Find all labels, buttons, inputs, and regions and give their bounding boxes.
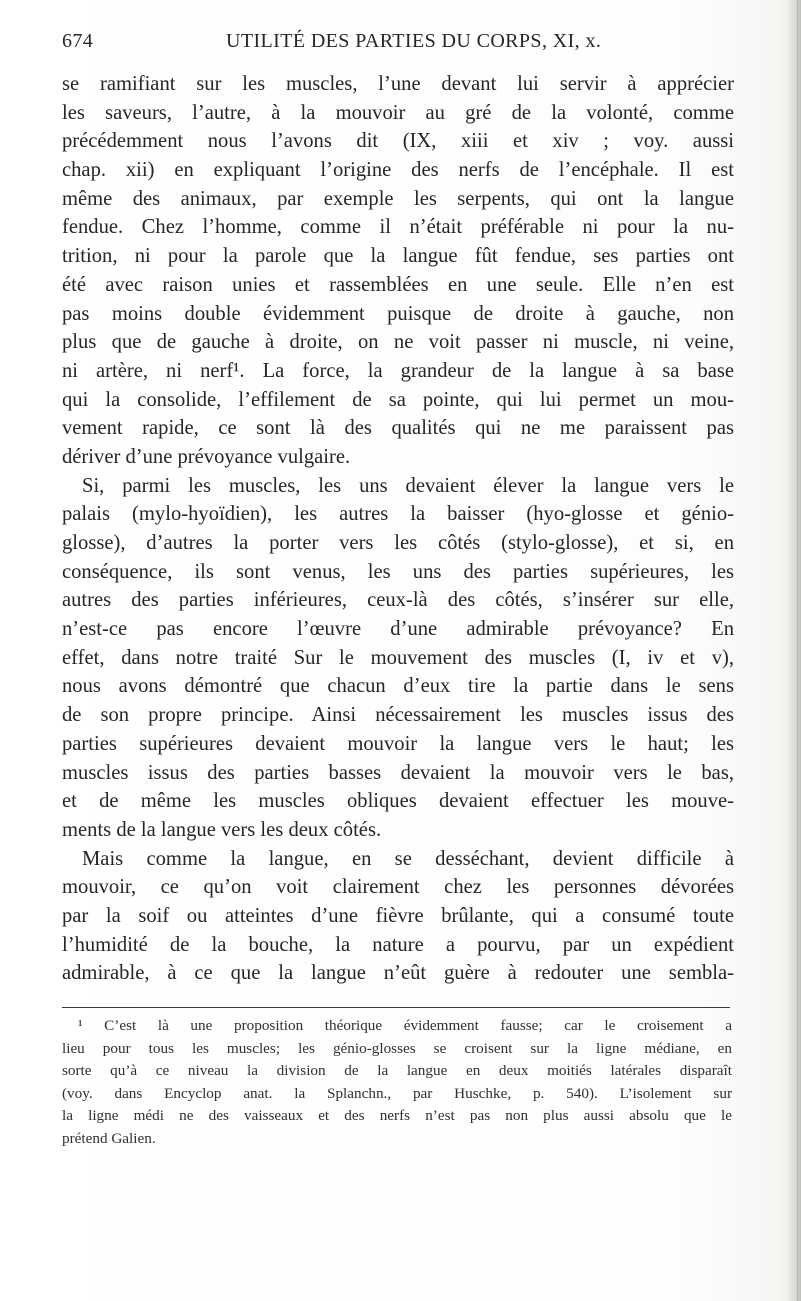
running-title: UTILITÉ DES PARTIES DU CORPS, XI, x.	[226, 30, 602, 52]
text-line: n’est-ce pas encore l’œuvre d’une admirable prévoyance? En	[62, 618, 734, 641]
footnote-separator	[62, 1007, 730, 1008]
text-line: conséquence, ils sont venus, les uns des parties supérieures, les	[62, 560, 734, 583]
text-line: nous avons démontré que chacun d’eux tire la partie dans le sens	[62, 675, 734, 698]
text-line: été avec raison unies et rassemblées en une seule. Elle n’en est	[62, 273, 734, 296]
text-line: plus que de gauche à droite, on ne voit passer ni muscle, ni veine,	[62, 331, 734, 354]
page-edge-line	[797, 0, 798, 1301]
text-line: pas moins double évidemment puisque de droite à gauche, non	[62, 302, 734, 325]
text-line: même des animaux, par exemple les serpents, qui ont la langue	[62, 187, 734, 210]
footnote-line: (voy. dans Encyclop anat. la Splanchn., par Huschke, p. 540). L’isolement sur	[62, 1084, 732, 1102]
text-line: mouvoir, ce qu’on voit clairement chez les personnes dévorées	[62, 876, 734, 899]
text-line: fendue. Chez l’homme, comme il n’était préférable ni pour la nu-	[62, 216, 734, 239]
footnote-line: sorte qu’à ce niveau la division de la langue en deux moitiés latérales disparaît	[62, 1062, 732, 1080]
text-line: Mais comme la langue, en se desséchant, devient difficile à	[82, 847, 734, 870]
main-text	[62, 70, 734, 988]
text-line: qui la consolide, l’effilement de sa pointe, qui lui permet un mou-	[62, 388, 734, 411]
text-line: et de même les muscles obliques devaient effectuer les mouve-	[62, 790, 734, 813]
text-line: Si, parmi les muscles, les uns devaient élever la langue vers le	[82, 474, 734, 497]
text-line: vement rapide, ce sont là des qualités qui ne me paraissent pas	[62, 417, 734, 440]
page-header	[62, 30, 727, 58]
footnote-line: prétend Galien.	[62, 1129, 156, 1147]
page-number: 674	[62, 30, 94, 52]
text-line: par la soif ou atteintes d’une fièvre brûlante, qui a consumé toute	[62, 904, 734, 927]
footnote	[62, 1015, 732, 1151]
text-line: ments de la langue vers les deux côtés.	[62, 818, 382, 841]
text-line: l’humidité de la bouche, la nature a pourvu, par un expédient	[62, 933, 734, 956]
text-line: dériver d’une prévoyance vulgaire.	[62, 445, 351, 468]
text-line: muscles issus des parties basses devaient la mouvoir vers le bas,	[62, 761, 734, 784]
page-edge-shadow	[787, 0, 801, 1301]
text-line: admirable, à ce que la langue n’eût guère à redouter une sembla-	[62, 962, 734, 985]
text-line: précédemment nous l’avons dit (IX, xiii et xiv ; voy. aussi	[62, 130, 734, 153]
text-line: de son propre principe. Ainsi nécessairement les muscles issus des	[62, 704, 734, 727]
text-line: parties supérieures devaient mouvoir la langue vers le haut; les	[62, 732, 734, 755]
footnote-line: la ligne médi ne des vaisseaux et des nerfs n’est pas non plus aussi absolu que le	[62, 1107, 732, 1125]
text-line: chap. xii) en expliquant l’origine des nerfs de l’encéphale. Il est	[62, 159, 734, 182]
text-line: palais (mylo-hyoïdien), les autres la baisser (hyo-glosse et génio-	[62, 503, 734, 526]
footnote-line: lieu pour tous les muscles; les génio-glosses se croisent sur la ligne médiane, en	[62, 1039, 732, 1057]
footnote-line: ¹ C’est là une proposition théorique évidemment fausse; car le croisement a	[78, 1017, 732, 1034]
text-line: glosse), d’autres la porter vers les côtés (stylo-glosse), et si, en	[62, 532, 734, 554]
text-line: autres des parties inférieures, ceux-là des côtés, s’insérer sur elle,	[62, 589, 734, 612]
text-line: ni artère, ni nerf¹. La force, la grandeur de la langue à sa base	[62, 359, 734, 382]
text-line: se ramifiant sur les muscles, l’une devant lui servir à apprécier	[62, 73, 734, 95]
text-line: effet, dans notre traité Sur le mouvement des muscles (I, iv et v),	[62, 646, 734, 669]
text-line: trition, ni pour la parole que la langue fût fendue, ses parties ont	[62, 245, 734, 268]
text-line: les saveurs, l’autre, à la mouvoir au gré de la volonté, comme	[62, 101, 734, 124]
